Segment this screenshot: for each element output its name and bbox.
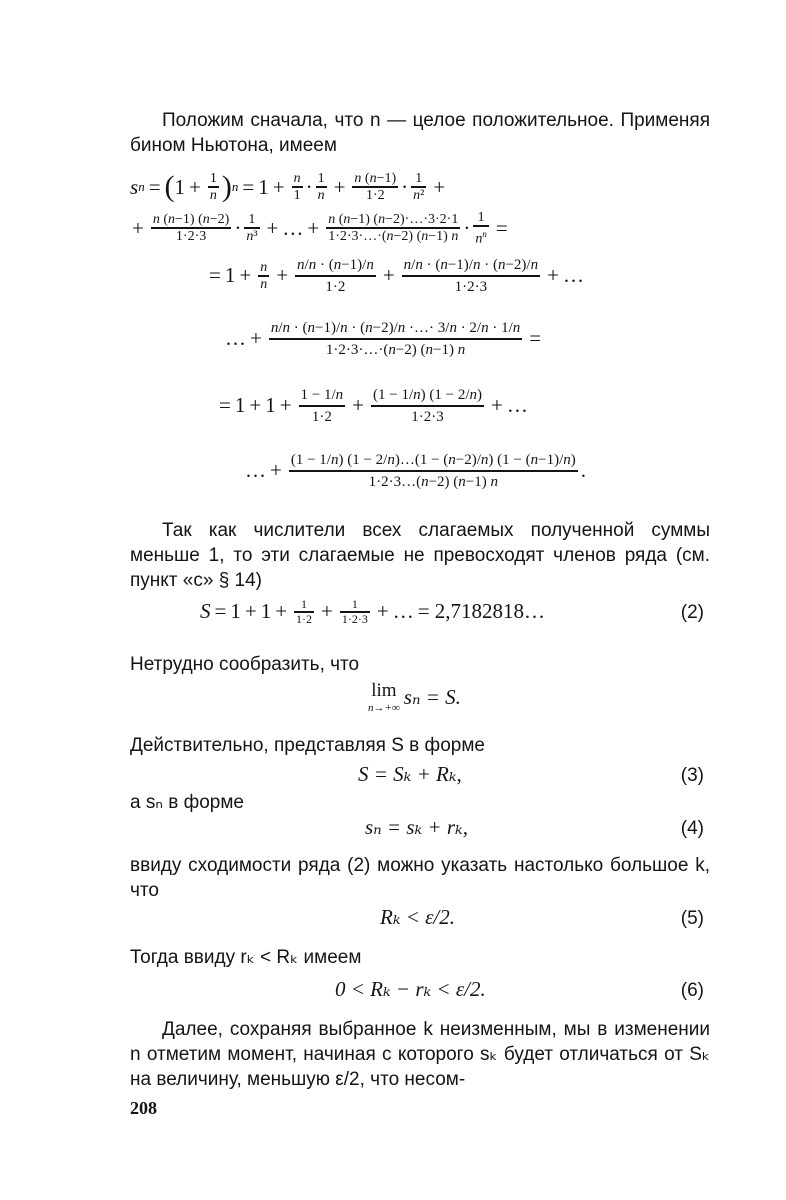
- equation-binomial-line4: … + $\frac{n/n \cdot (n-1)/n \cdot (n-2)/n \cdot\dots\cdot 3/n \cdot 2/n \cdot 1/n}{1\cdot 2\cdot 3\cdot\dots\cdot(n-2) (n-1) n}$ =: [225, 320, 542, 358]
- paragraph-indeed: Действительно, представляя S в форме: [130, 735, 485, 756]
- equation-binomial-line5: = 1 + 1 + $\frac{1 - 1/n}{1\cdot 2}$ + $\frac{(1 - 1/n) (1 - 2/n)}{1\cdot 2\cdot 3}$ + …: [219, 387, 528, 425]
- page-number: 208: [130, 1098, 157, 1118]
- equation-number-2: (2): [680, 602, 704, 623]
- paragraph-then: Тогда ввиду rₖ < Rₖ имеем: [130, 947, 362, 968]
- equation-number-3: (3): [680, 765, 704, 786]
- paragraph-sn-form: а sₙ в форме: [130, 792, 244, 813]
- equation-number-6: (6): [680, 980, 704, 1001]
- equation-number-5: (5): [680, 908, 704, 929]
- equation-number-4: (4): [680, 818, 704, 839]
- equation-binomial-line6: … + $\frac{(1 - 1/n) (1 - 2/n)\dots(1 - (n-2)/n) (1 - (n-1)/n)}{1\cdot 2\cdot 3\dots(n-2) (n-1) n}$ .: [245, 452, 586, 490]
- paragraph-intro: Положим сначала, что n — целое положительное. Применяя бином Ньютона, имеем: [130, 110, 710, 156]
- equation-limit: lim n→+∞ sₙ = S.: [368, 680, 461, 714]
- equation-6: 0 < Rₖ − rₖ < ε/2.: [335, 977, 486, 1001]
- equation-5: Rₖ < ε/2.: [380, 905, 456, 929]
- equation-binomial-line2: + $\frac{n (n-1) (n-2)}{1\cdot 2\cdot 3}$ · $\frac{1}{\text{n³}}$ + … + $\frac{n (n-1) (n-2)\cdot\dots\cdot 3\cdot 2\cdot 1}{1\cdot 2\cdot 3\cdot\dots\cdot(n-2) (n-1) n}$ · $\frac{1}{n^n}$ =: [132, 210, 508, 247]
- paragraph-easy: Нетрудно сообразить, что: [130, 654, 360, 675]
- equation-3: S = Sₖ + Rₖ,: [358, 762, 462, 786]
- equation-binomial-line1: s n = ( 1 + $\frac{1}{n}$ ) n = 1 + $\frac{n}{1}$ · $\frac{1}{n}$ + $\frac{n (n-1)}{1\cdot 2}$ · $\frac{1}{\text{n²}}$ +: [130, 170, 446, 203]
- equation-4: sₙ = sₖ + rₖ,: [365, 815, 468, 839]
- paragraph-numerators: Так как числители всех слагаемых полученной суммы меньше 1, то эти слагаемые не превосходят членов ряда (см. пункт «с» § 14): [130, 520, 710, 591]
- paragraph-convergence: ввиду сходимости ряда (2) можно указать настолько большое k, что: [130, 855, 710, 901]
- equation-series-s: S = 1 + 1 + $\frac{1}{1\cdot 2}$ + $\frac{1}{1\cdot 2\cdot 3}$ + … = 2,7182818…: [200, 597, 546, 626]
- paragraph-further: Далее, сохраняя выбранное k неизменным, мы в изменении n отметим момент, начиная с которого sₖ будет отличаться от Sₖ на величину, меньшую ε/2, что несом-: [130, 1019, 710, 1090]
- equation-binomial-line3: = 1 + $\frac{n}{n}$ + $\frac{n/n \cdot (n-1)/n}{1\cdot 2}$ + $\frac{n/n \cdot (n-1)/n \cdot (n-2)/n}{1\cdot 2\cdot 3}$ + …: [209, 257, 584, 295]
